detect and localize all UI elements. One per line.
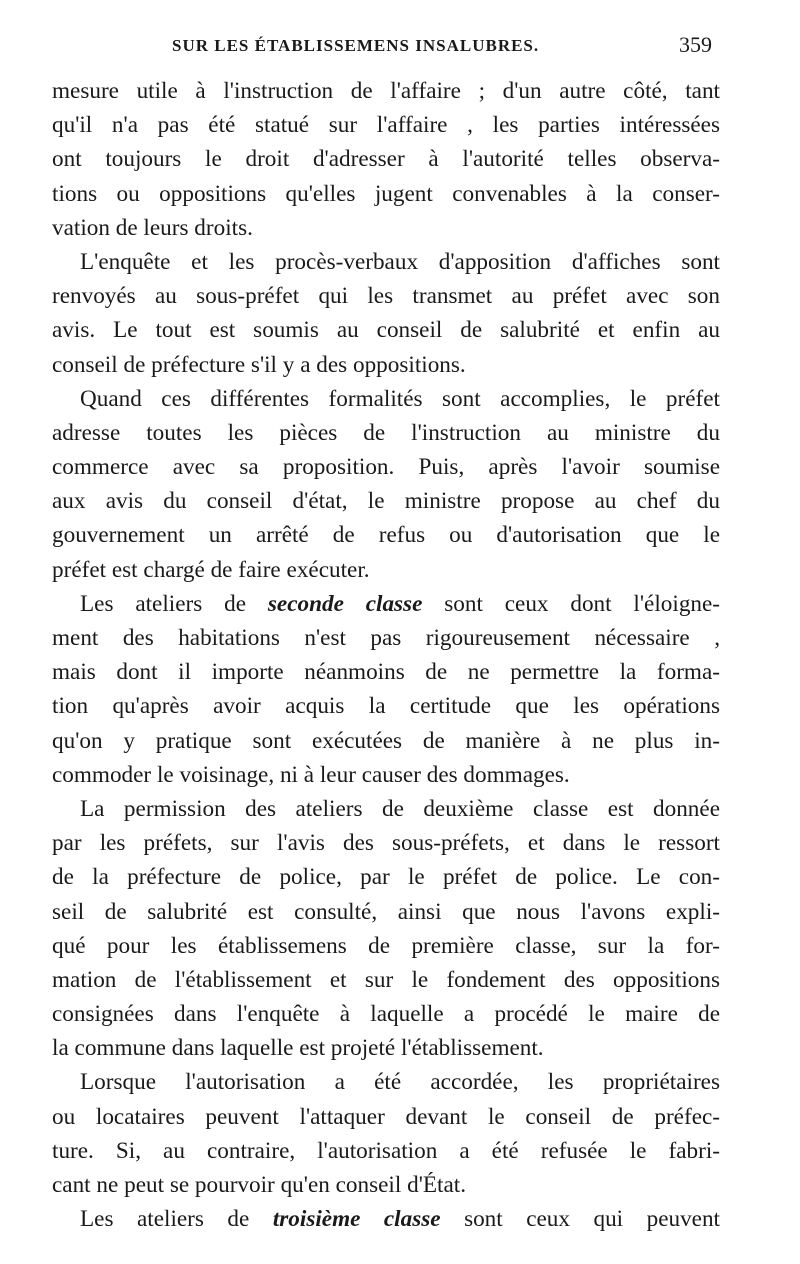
text-line: adresse toutes les pièces de l'instruction au ministre du xyxy=(52,419,720,446)
text-line: Quand ces différentes formalités sont accomplies, le préfet xyxy=(80,385,720,412)
text-line: ont toujours le droit d'adresser à l'autorité telles observa- xyxy=(52,146,720,173)
text-line: la commune dans laquelle est projeté l'établissement. xyxy=(52,1035,544,1062)
page-number: 359 xyxy=(679,32,712,57)
text-line: La permission des ateliers de deuxième classe est donnée xyxy=(80,795,720,822)
text-fragment: sont ceux dont l'éloigne- xyxy=(444,590,721,617)
text-line xyxy=(52,587,720,621)
emphasis-seconde-classe: seconde classe xyxy=(267,590,423,617)
text-line: tions ou oppositions qu'elles jugent convenables à la conser- xyxy=(52,180,720,207)
text-line: aux avis du conseil d'état, le ministre propose au chef du xyxy=(52,488,720,515)
text-line: préfet est chargé de faire exécuter. xyxy=(52,556,370,583)
text-line: renvoyés au sous-préfet qui les transmet au préfet avec son xyxy=(52,283,720,310)
text-line: qu'on y pratique sont exécutées de manière à ne plus in- xyxy=(52,727,720,754)
text-line: qu'il n'a pas été statué sur l'affaire , les parties intéressées xyxy=(52,112,720,139)
text-line: tion qu'après avoir acquis la certitude que les opérations xyxy=(52,693,720,720)
text-line: mais dont il importe néanmoins de ne permettre la forma- xyxy=(52,659,720,686)
text-line: par les préfets, sur l'avis des sous-préfets, et dans le ressort xyxy=(52,830,720,857)
text-line: ture. Si, au contraire, l'autorisation a été refusée le fabri- xyxy=(52,1137,720,1164)
text-line: conseil de préfecture s'il y a des oppositions. xyxy=(52,351,466,378)
text-line: L'enquête et les procès-verbaux d'apposition d'affiches sont xyxy=(80,248,720,275)
emphasis-troisieme-classe: troisième classe xyxy=(272,1206,441,1233)
text-line: avis. Le tout est soumis au conseil de salubrité et enfin au xyxy=(52,317,720,344)
text-line: mesure utile à l'instruction de l'affaire ; d'un autre côté, tant xyxy=(52,78,720,104)
text-line: commoder le voisinage, ni à leur causer des dommages. xyxy=(52,761,570,788)
text-line: gouvernement un arrêté de refus ou d'autorisation que le xyxy=(52,522,720,549)
text-fragment: sont ceux qui peuvent xyxy=(464,1206,720,1233)
text-line: de la préfecture de police, par le préfet de police. Le con- xyxy=(52,864,720,891)
text-fragment: Les ateliers de xyxy=(80,1206,250,1233)
text-line: seil de salubrité est consulté, ainsi que nous l'avons expli- xyxy=(52,898,720,925)
text-line: Lorsque l'autorisation a été accordée, les propriétaires xyxy=(80,1069,720,1096)
text-line: cant ne peut se pourvoir qu'en conseil d'État. xyxy=(52,1172,467,1198)
text-line: vation de leurs droits. xyxy=(52,214,253,241)
text-line: mation de l'établissement et sur le fondement des oppositions xyxy=(52,966,720,993)
text-line: ment des habitations n'est pas rigoureusement nécessaire , xyxy=(52,625,720,651)
text-line: commerce avec sa proposition. Puis, après l'avoir soumise xyxy=(52,454,720,481)
text-line: ou locataires peuvent l'attaquer devant le conseil de préfec- xyxy=(52,1103,720,1130)
text-line xyxy=(52,1202,720,1236)
text-line: qué pour les établissemens de première classe, sur la for- xyxy=(52,932,720,959)
page-header xyxy=(52,32,712,62)
running-head: SUR LES ÉTABLISSEMENS INSALUBRES. xyxy=(172,36,540,55)
text-fragment: Les ateliers de xyxy=(80,590,247,617)
body-text xyxy=(52,74,720,1236)
text-line: consignées dans l'enquête à laquelle a procédé le maire de xyxy=(52,1001,720,1028)
